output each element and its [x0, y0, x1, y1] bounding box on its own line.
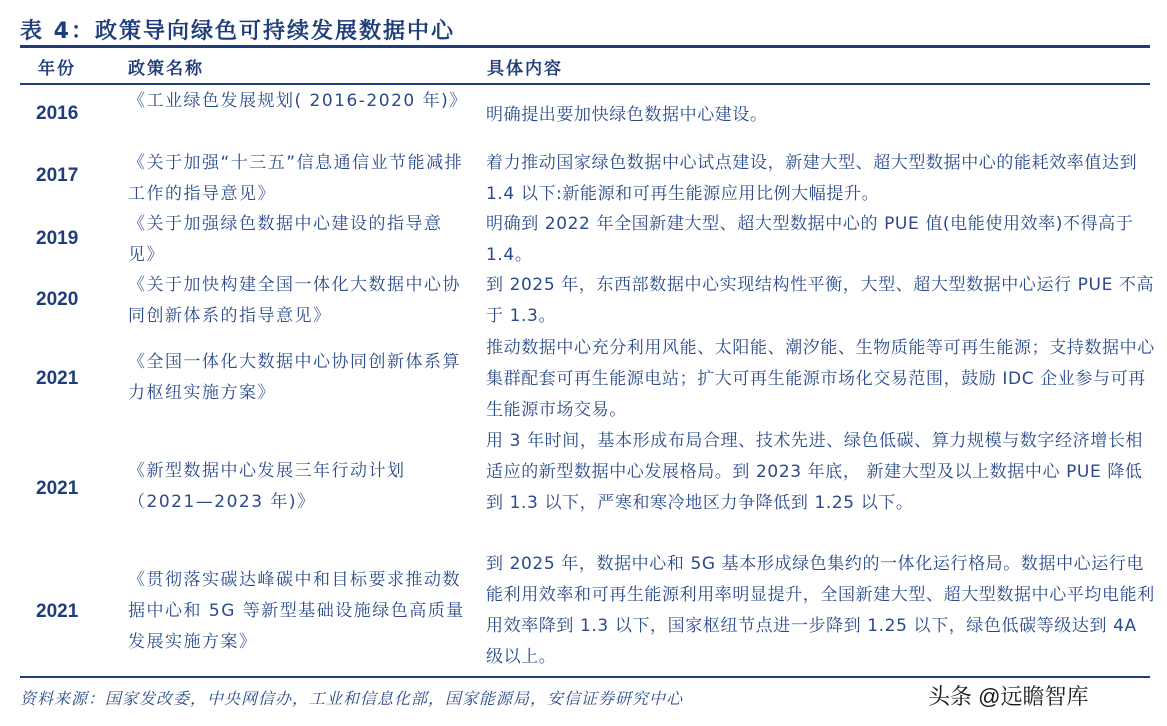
- content-cell: 用 3 年时间，基本形成布局合理、技术先进、绿色低碳、算力规模与数字经济增长相适应的新型数据中心发展格局。到 2023 年底， 新建大型及以上数据中心 PUE 降低到 1.3 以下，严寒和寒冷地区力争降低到 1.25 以下。: [486, 431, 1144, 513]
- content-cell: 到 2025 年，东西部数据中心实现结构性平衡，大型、超大型数据中心运行 PUE 不高于 1.3。: [486, 275, 1155, 326]
- policy-name-cell: 《关于加快构建全国一体化大数据中心协同创新体系的指导意见》: [128, 275, 461, 326]
- policy-name-cell: 《全国一体化大数据中心协同创新体系算力枢纽实施方案》: [128, 352, 461, 403]
- year-cell: 2021: [36, 478, 79, 499]
- watermark: 头条 @远瞻智库: [928, 684, 1089, 709]
- source-note: 资料来源：国家发改委，中央网信办，工业和信息化部，国家能源局，安信证券研究中心: [20, 689, 684, 708]
- year-cell: 2016: [36, 103, 79, 124]
- content-cell: 着力推动国家绿色数据中心试点建设，新建大型、超大型数据中心的能耗效率值达到 1.4 以下:新能源和可再生能源应用比例大幅提升。: [486, 153, 1138, 204]
- policy-name-cell: 《工业绿色发展规划( 2016-2020 年)》: [128, 91, 468, 111]
- table-row: [20, 549, 1155, 673]
- year-cell: 2017: [36, 165, 79, 186]
- table-row: [20, 270, 1155, 332]
- content-cell: 到 2025 年，数据中心和 5G 基本形成绿色集约的一体化运行格局。数据中心运行电能利用效率和可再生能源利用率明显提升，全国新建大型、超大型数据中心平均电能利用效率降到 1.3 以下，国家枢纽节点进一步降到 1.25 以下，绿色低碳等级达到 4A 级以上。: [486, 554, 1155, 667]
- year-cell: 2020: [36, 289, 79, 310]
- table-title: 表 4：政策导向绿色可持续发展数据中心: [20, 19, 455, 44]
- policy-name-cell: 《关于加强绿色数据中心建设的指导意见》: [128, 214, 443, 265]
- content-cell: 推动数据中心充分利用风能、太阳能、潮汐能、生物质能等可再生能源；支持数据中心集群配套可再生能源电站；扩大可再生能源市场化交易范围，鼓励 IDC 企业参与可再生能源市场交易。: [486, 338, 1155, 420]
- header-rule: [20, 83, 1150, 85]
- table-row: [20, 86, 1150, 148]
- top-rule: [20, 45, 1150, 48]
- header-content: 具体内容: [487, 59, 563, 79]
- table-row: [20, 209, 1150, 271]
- header-year: 年份: [38, 59, 76, 79]
- table-row: [20, 333, 1155, 426]
- year-cell: 2021: [36, 601, 79, 622]
- policy-name-cell: 《贯彻落实碳达峰碳中和目标要求推动数据中心和 5G 等新型基础设施绿色高质量发展实施方案》: [128, 570, 465, 652]
- table-row: [20, 148, 1150, 210]
- header-name: 政策名称: [128, 59, 204, 79]
- year-cell: 2021: [36, 368, 79, 389]
- year-cell: 2019: [36, 228, 79, 249]
- table-row: [20, 426, 1150, 550]
- policy-name-cell: 《新型数据中心发展三年行动计划（2021—2023 年)》: [128, 461, 406, 512]
- bottom-rule: [20, 676, 1150, 678]
- content-cell: 明确提出要加快绿色数据中心建设。: [486, 105, 768, 125]
- policy-name-cell: 《关于加强“十三五”信息通信业节能减排工作的指导意见》: [128, 153, 464, 204]
- content-cell: 明确到 2022 年全国新建大型、超大型数据中心的 PUE 值(电能使用效率)不得高于 1.4。: [486, 214, 1134, 265]
